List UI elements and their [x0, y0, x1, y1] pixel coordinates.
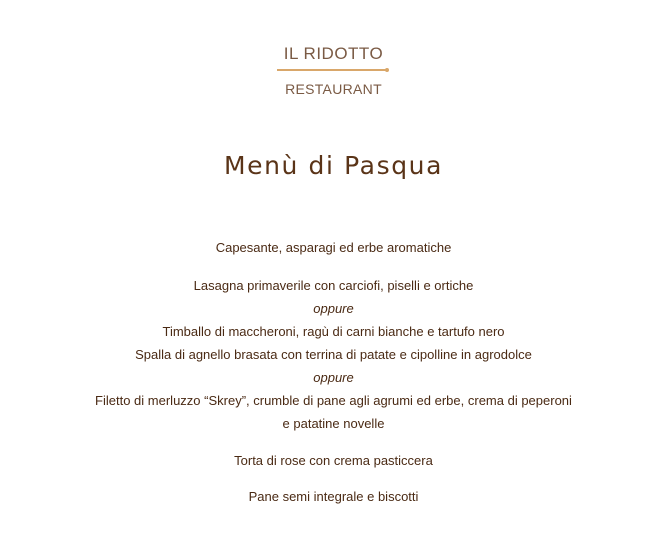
menu-item-pane: Pane semi integrale e biscotti — [248, 489, 419, 504]
menu-alternative-2: oppure — [313, 370, 354, 385]
menu-item-antipasto: Capesante, asparagi ed erbe aromatiche — [215, 240, 452, 255]
menu-item-secondo-2-line2: e patatine novelle — [282, 416, 385, 431]
menu-item-secondo-2-line1: Filetto di merluzzo “Skrey”, crumble di pane agli agrumi ed erbe, crema di peperoni — [95, 393, 572, 408]
menu-item-primo-2: Timballo di maccheroni, ragù di carni bianche e tartufo nero — [162, 324, 505, 339]
menu-item-secondo-1: Spalla di agnello brasata con terrina di patate e cipolline in agrodolce — [135, 347, 532, 362]
menu-title: Menù di Pasqua — [223, 151, 444, 180]
menu-item-dolce: Torta di rose con crema pasticcera — [234, 453, 433, 468]
menu-item-primo-1: Lasagna primaverile con carciofi, piselli e ortiche — [193, 278, 474, 293]
restaurant-subtitle: RESTAURANT — [285, 81, 382, 97]
menu-alternative-1: oppure — [313, 301, 354, 316]
brand-divider — [277, 69, 387, 71]
restaurant-name: IL RIDOTTO — [283, 44, 384, 63]
